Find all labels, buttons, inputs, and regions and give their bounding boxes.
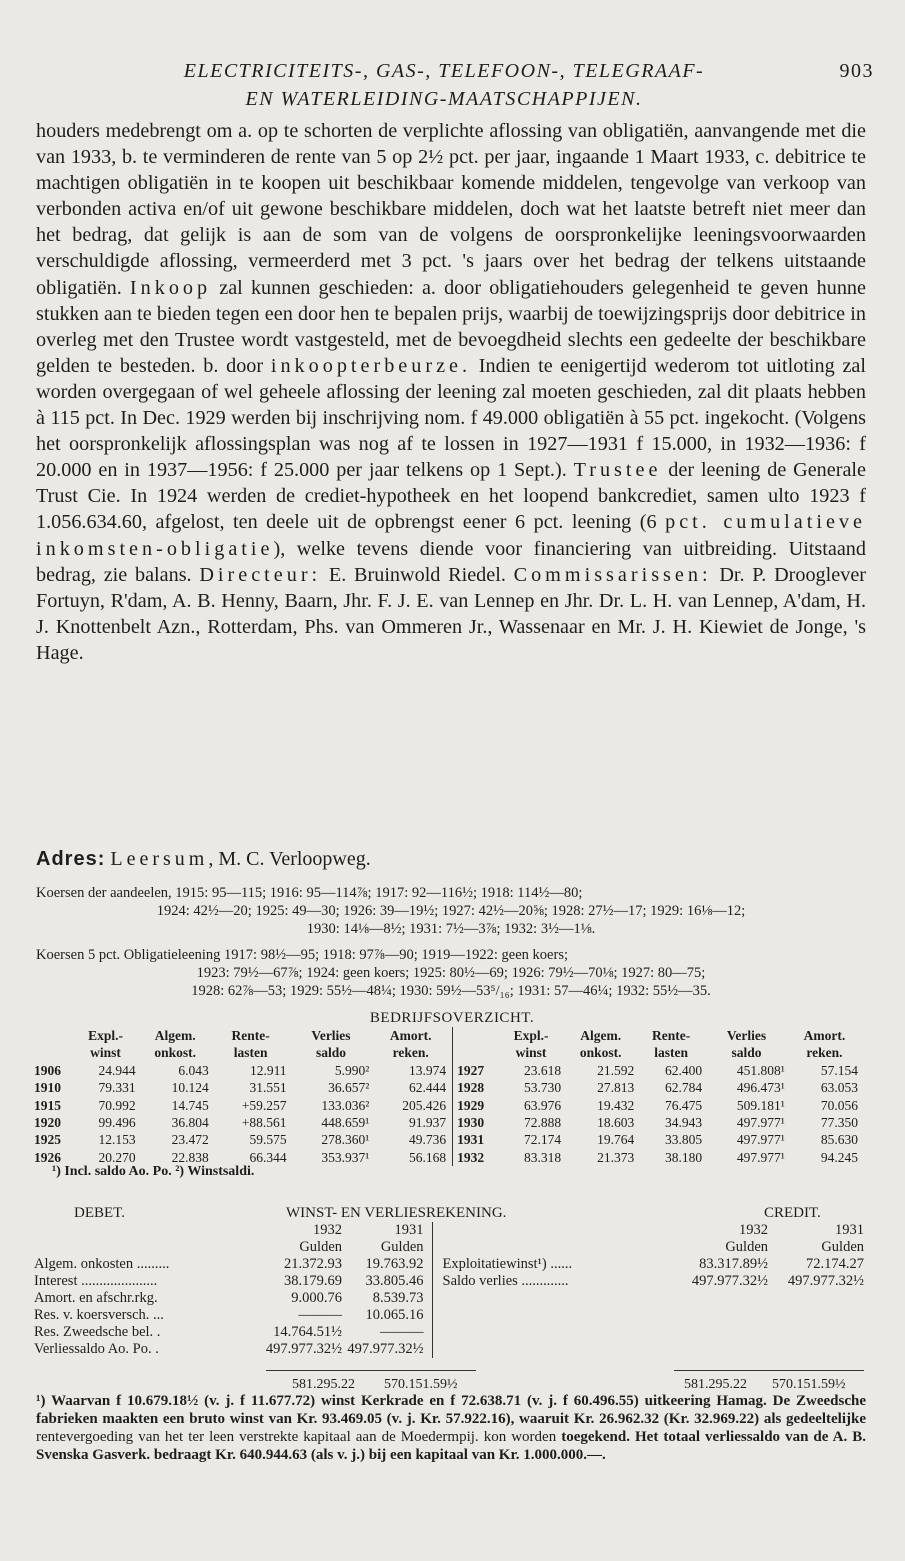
debit-total-rule	[266, 1370, 476, 1371]
blank-cell	[432, 1290, 672, 1307]
table-cell: Rente-	[231, 1028, 270, 1043]
credit-value-1931: 497.977.32½	[787, 1273, 864, 1289]
total-credit-1931: 570.151.59½	[772, 1377, 846, 1392]
table-cell: +88.561	[241, 1115, 287, 1131]
footnote-normal: rentevergoeding van het ter leen verstrekte kapitaal aan de Moedermpij. kon worden	[36, 1429, 562, 1445]
table-cell: 497.977¹	[736, 1149, 785, 1165]
debit-value-1931: 10.065.16	[342, 1307, 432, 1324]
blank-cell	[432, 1222, 672, 1239]
table-cell: 49.736	[409, 1132, 447, 1148]
credit-label: Exploitatiewinst¹) ......	[442, 1256, 573, 1272]
table-row	[34, 1079, 864, 1096]
debit-value-1932: 14.764.51½	[273, 1324, 342, 1340]
table-row	[34, 1307, 864, 1324]
table-cell: 23.472	[171, 1132, 209, 1148]
table-cell: 27.813	[597, 1080, 635, 1096]
credit-value-1932: 83.317.89½	[699, 1256, 768, 1272]
year-cell: 1931	[453, 1131, 501, 1148]
bedrijf-header-row	[34, 1027, 864, 1044]
table-row	[34, 1290, 864, 1307]
table-cell: 14.745	[171, 1097, 209, 1113]
body-paragraph	[36, 118, 866, 666]
unit-cell: Gulden	[299, 1239, 342, 1255]
table-cell: 22.838	[171, 1149, 209, 1165]
table-cell: 62.444	[409, 1080, 447, 1096]
credit-label: CREDIT.	[764, 1205, 821, 1221]
year-cell: 1931	[342, 1222, 432, 1239]
table-cell: 72.888	[524, 1115, 562, 1131]
blank-cell	[672, 1307, 768, 1324]
body-text-5: ), welke tevens diende voor financiering van uitbreiding. Uitstaand bedrag, zie balans.	[36, 537, 866, 586]
body-text-2: zal kunnen geschieden: a. door obligatiehouders gelegenheid te geven hunne stukken aan te bieden tegen een door hen te bepalen prijs, waarbij de toewijzingsprijs door debitrice in overleg met den Trustee wordt vastgesteld, met de bevoegdheid slechts een gedeelte der beschikbare gelden te besteden. b. door	[36, 276, 866, 377]
table-cell: 24.944	[98, 1062, 136, 1078]
year-cell: 1929	[453, 1097, 501, 1114]
table-cell: 62.400	[664, 1062, 703, 1078]
table-row	[34, 1131, 864, 1148]
koersen-aandeelen-line-1: Koersen der aandeelen, 1915: 95—115; 1916: 95—114⅞; 1917: 92—116½; 1918: 114½—80;	[36, 885, 583, 901]
footnote-bold-1: ¹) Waarvan f 10.679.18½ (v. j. f 11.677.72) winst Kerkrade en f 72.638.71 (v. j. f 60.496.55) uitkeering Hamag. De Zweedsche fabrieken maakten een bruto winst van Kr. 93.469.05 (v. j. Kr. 57.922.16), waaruit Kr. 26.962.32 (Kr. 32.969.22) als gedeeltelijke	[36, 1393, 866, 1427]
header-line-2: EN WATERLEIDING-MAATSCHAPPIJEN.	[245, 88, 643, 110]
table-cell: 91.937	[409, 1115, 447, 1131]
table-cell: 83.318	[524, 1149, 562, 1165]
debit-value-1931: ———	[342, 1324, 432, 1341]
blank-cell	[768, 1341, 864, 1358]
table-cell: Amort.	[803, 1028, 846, 1043]
table-row	[34, 1341, 864, 1358]
blank-cell	[34, 1239, 252, 1256]
cumulatieve-label: pct. cumulatieve inkomsten-obligatie	[36, 511, 866, 560]
table-cell: winst	[90, 1045, 121, 1061]
table-cell: Rente-	[652, 1028, 691, 1043]
table-cell: 497.977¹	[736, 1115, 785, 1131]
table-cell: 19.764	[597, 1132, 635, 1148]
table-cell: Amort.	[389, 1028, 432, 1043]
debit-label: Amort. en afschr.rkg.	[34, 1290, 158, 1306]
table-cell: 56.168	[409, 1149, 447, 1165]
table-cell: 20.270	[98, 1149, 136, 1165]
address-line	[36, 848, 371, 871]
page-number: 903	[839, 60, 874, 82]
year-cell: 1926	[34, 1149, 61, 1165]
table-cell: 36.804	[171, 1115, 209, 1131]
table-cell: Verlies	[726, 1028, 767, 1043]
koersen-aandeelen-line-3: 1930: 14⅛—8½; 1931: 7½—3⅞; 1932: 3½—1⅛.	[306, 921, 596, 937]
table-cell: 509.181¹	[736, 1097, 785, 1113]
debit-value-1932: ———	[298, 1307, 342, 1323]
total-debit-1932: 581.295.22	[292, 1377, 355, 1392]
table-cell: saldo	[731, 1045, 762, 1061]
credit-value-1931: 72.174.27	[806, 1256, 864, 1272]
winst-footnote	[36, 1392, 866, 1464]
year-cell: 1930	[453, 1114, 501, 1131]
blank-cell	[768, 1290, 864, 1307]
koersen-obligatie	[36, 946, 866, 1000]
table-cell: 62.784	[664, 1080, 703, 1096]
debit-value-1931: 497.977.32½	[342, 1341, 432, 1358]
winst-table	[34, 1222, 864, 1358]
blank-cell	[768, 1324, 864, 1341]
debit-value-1931: 33.805.46	[342, 1273, 432, 1290]
table-cell: 38.180	[664, 1149, 703, 1165]
table-cell: 451.808¹	[736, 1062, 785, 1078]
winst-units-row	[34, 1239, 864, 1256]
bedrijf-footnote: ¹) Incl. saldo Ao. Po. ²) Winstsaldi.	[52, 1164, 255, 1179]
table-cell: 72.174	[524, 1132, 562, 1148]
table-cell: 5.990²	[334, 1062, 370, 1078]
koersen-obligatie-line-2: 1923: 79½—67⅞; 1924: geen koers; 1925: 80½—69; 1926: 79½—70⅛; 1927: 80—75;	[196, 965, 706, 981]
blank-cell	[34, 1222, 252, 1239]
table-row	[34, 1097, 864, 1114]
table-cell: 205.426	[402, 1097, 447, 1113]
year-cell	[453, 1044, 501, 1061]
blank-cell	[672, 1324, 768, 1341]
debit-value-1931: 19.763.92	[342, 1256, 432, 1273]
table-cell: 33.805	[664, 1132, 703, 1148]
koersen-obligatie-line-1: Koersen 5 pct. Obligatieleening 1917: 98½—95; 1918: 97⅞—90; 1919—1922: geen koers;	[36, 947, 568, 963]
blank-cell	[432, 1324, 672, 1341]
table-cell: 353.937¹	[321, 1149, 370, 1165]
year-cell: 1932	[453, 1149, 501, 1166]
blank-cell	[768, 1307, 864, 1324]
inkoop-label: Inkoop	[129, 276, 212, 299]
blank-cell	[672, 1341, 768, 1358]
table-cell: 133.036²	[321, 1097, 370, 1113]
commissarissen-label: Commissarissen:	[513, 563, 712, 586]
header-line-1: ELECTRICITEITS-, GAS-, TELEFOON-, TELEGRAAF-	[183, 60, 705, 82]
address-place: Leersum	[110, 848, 209, 870]
table-row	[34, 1256, 864, 1273]
unit-cell: Gulden	[342, 1239, 432, 1256]
debit-value-1931: 8.539.73	[342, 1290, 432, 1307]
table-cell: 496.473¹	[736, 1080, 785, 1096]
debit-label: Interest .....................	[34, 1273, 158, 1289]
debit-value-1932: 21.372.93	[284, 1256, 342, 1272]
table-cell: Algem.	[154, 1028, 196, 1043]
table-cell: 10.124	[171, 1080, 209, 1096]
footnote-bold-2: toegekend. Het totaal verliessaldo van de A. B. Svenska Gasverk. bedraagt Kr. 640.944.63 (als v. j.) bij een kapitaal van Kr. 1.000.000.—.	[36, 1429, 866, 1463]
bedrijf-table	[34, 1027, 864, 1166]
table-cell: Algem.	[580, 1028, 622, 1043]
table-row	[34, 1062, 864, 1079]
table-cell: 13.974	[409, 1062, 447, 1078]
year-cell	[453, 1027, 501, 1044]
table-cell: lasten	[654, 1045, 689, 1061]
table-cell: 23.618	[524, 1062, 562, 1078]
debit-label: Verliessaldo Ao. Po. .	[34, 1341, 159, 1357]
table-cell: onkost.	[154, 1045, 196, 1061]
table-cell: 76.475	[664, 1097, 703, 1113]
table-cell: 70.056	[820, 1097, 858, 1113]
year-cell: 1906	[34, 1062, 61, 1078]
blank-cell	[432, 1239, 672, 1256]
trustee-label: Trustee	[573, 459, 662, 482]
table-cell: 21.592	[597, 1062, 635, 1078]
debit-value-1932: 38.179.69	[284, 1273, 342, 1289]
year-cell: 1915	[34, 1097, 61, 1113]
table-cell: 57.154	[820, 1062, 858, 1078]
table-cell: Expl.-	[513, 1028, 549, 1043]
bedrijf-title: BEDRIJFSOVERZICHT.	[369, 1010, 535, 1026]
blank-cell	[672, 1290, 768, 1307]
table-cell: 18.603	[597, 1115, 635, 1131]
year-cell	[34, 1044, 75, 1061]
table-cell: Verlies	[311, 1028, 351, 1043]
table-cell: 77.350	[820, 1115, 858, 1131]
address-label: Adres:	[36, 848, 106, 870]
year-cell: 1925	[34, 1132, 61, 1148]
body-text-6: E. Bruinwold Riedel.	[321, 563, 514, 586]
table-cell: 6.043	[178, 1062, 209, 1078]
table-cell: 31.551	[249, 1080, 287, 1096]
year-cell: 1927	[453, 1062, 501, 1079]
table-cell: 19.432	[597, 1097, 635, 1113]
body-text-4: der leening de Generale Trust Cie. In 1924 werden de crediet-hypotheek en het loopend bankcrediet, samen ulto 1923 f 1.056.634.60, afgelost, ten deele uit de opbrengst eener 6 pct. leening (6	[36, 459, 866, 534]
table-row	[34, 1273, 864, 1290]
total-credit-1932: 581.295.22	[684, 1377, 747, 1392]
table-cell: 79.331	[98, 1080, 136, 1096]
inkoop-ter-beurze: inkoopterbeurze.	[270, 354, 472, 377]
blank-cell	[432, 1307, 672, 1324]
year-cell: 1928	[453, 1079, 501, 1096]
table-cell: 63.976	[524, 1097, 562, 1113]
table-cell: 85.630	[820, 1132, 858, 1148]
body-text-3: Indien te eenigertijd wederom tot uitloting zal worden overgegaan of wel geheele aflossing der leening zal moeten geschieden, zal dit plaats hebben à 115 pct. In Dec. 1929 werden bij inschrijving nom. f 49.000 obligatiën à 55 pct. ingekocht. (Volgens het oorspronkelijk aflossingsplan was nog af te lossen in 1927—1931 f 15.000, in 1932—1936: f 20.000 en in 1937—1956: f 25.000 per jaar telkens op 1 Sept.).	[36, 354, 866, 482]
table-cell: +59.257	[241, 1097, 287, 1113]
table-cell: onkost.	[579, 1045, 622, 1061]
address-rest: , M. C. Verloopweg.	[208, 848, 371, 870]
table-cell: reken.	[806, 1045, 843, 1061]
credit-total-rule	[674, 1370, 864, 1371]
table-cell: 12.911	[249, 1062, 287, 1078]
debit-label: Res. v. koersversch. ...	[34, 1307, 164, 1323]
table-cell: lasten	[233, 1045, 268, 1061]
debet-label: DEBET.	[74, 1205, 125, 1221]
year-cell: 1932	[739, 1222, 768, 1238]
winst-title: WINST- EN VERLIESREKENING.	[286, 1205, 507, 1221]
year-cell: 1932	[313, 1222, 342, 1238]
page-header	[34, 0, 874, 118]
bedrijf-header-row	[34, 1044, 864, 1061]
table-cell: 448.659¹	[321, 1115, 370, 1131]
table-cell: 99.496	[98, 1115, 136, 1131]
table-cell: 53.730	[524, 1080, 562, 1096]
table-cell: Expl.-	[88, 1028, 123, 1043]
total-debit-1931: 570.151.59½	[384, 1377, 458, 1392]
table-cell: 94.245	[820, 1149, 858, 1165]
table-cell: 34.943	[664, 1115, 703, 1131]
blank-cell	[432, 1341, 672, 1358]
debit-label: Algem. onkosten .........	[34, 1256, 170, 1272]
table-row	[34, 1324, 864, 1341]
table-cell: 497.977¹	[736, 1132, 785, 1148]
year-cell	[34, 1027, 75, 1044]
body-text-7: Dr. P. Drooglever Fortuyn, R'dam, A. B. Henny, Baarn, Jhr. F. J. E. van Lennep en Jhr. Dr. L. H. van Lennep, A'dam, H. J. Knottenbelt Azn., Rotterdam, Phs. van Ommeren Jr., Wassenaar en Mr. J. H. Kiewiet de Jonge, 's Hage.	[36, 563, 866, 664]
table-cell: 59.575	[249, 1132, 287, 1148]
debit-value-1932: 9.000.76	[291, 1290, 342, 1306]
table-cell: 70.992	[98, 1097, 136, 1113]
table-cell: 278.360¹	[321, 1132, 370, 1148]
page	[34, 0, 874, 1463]
winst-years-row	[34, 1222, 864, 1239]
unit-cell: Gulden	[725, 1239, 768, 1255]
table-row	[34, 1114, 864, 1131]
table-cell: 66.344	[249, 1149, 287, 1165]
body-text-1: houders medebrengt om a. op te schorten de verplichte aflossing van obligatiën, aanvangende met die van 1933, b. te verminderen de rente van 5 op 2½ pct. per jaar, ingaande 1 Maart 1933, c. debitrice te machtigen obligatiën in te koopen uit beschikbaar komende middelen, tengevolge van verkoop van verbonden activa en/of uit gewone beschikbare middelen, doch wat het laatste betreft niet meer dan het bedrag, dat gelijk is aan de som van de volgens de oorspronkelijke leeningsvoorwaarden verschuldigde aflossing, vermeerderd met 3 pct. 's jaars over het bedrag der telkens uitstaande obligatiën.	[36, 120, 866, 299]
koersen-aandeelen	[36, 884, 866, 938]
year-cell: 1920	[34, 1115, 61, 1131]
table-cell: 36.657²	[328, 1080, 370, 1096]
year-cell: 1910	[34, 1080, 61, 1096]
table-cell: saldo	[315, 1045, 346, 1061]
table-cell: winst	[515, 1045, 547, 1061]
table-cell: 21.373	[597, 1149, 635, 1165]
unit-cell: Gulden	[821, 1239, 864, 1255]
koersen-obligatie-line-3: 1928: 62⅞—53; 1929: 55½—48¼; 1930: 59½—53⁵/₁₆; 1931: 57—46¼; 1932: 55½—35.	[191, 983, 711, 999]
year-cell: 1931	[835, 1222, 864, 1238]
debit-label: Res. Zweedsche bel. .	[34, 1324, 161, 1340]
debit-value-1932: 497.977.32½	[265, 1341, 342, 1357]
table-cell: 63.053	[820, 1080, 858, 1096]
credit-label: Saldo verlies .............	[442, 1273, 569, 1289]
credit-value-1932: 497.977.32½	[691, 1273, 768, 1289]
table-cell: 12.153	[98, 1132, 136, 1148]
directeur-label: Directeur:	[199, 563, 322, 586]
koersen-aandeelen-line-2: 1924: 42½—20; 1925: 49—30; 1926: 39—19½; 1927: 42½—20⅝; 1928: 27½—17; 1929: 16⅛—12;	[156, 903, 746, 919]
table-cell: reken.	[392, 1045, 429, 1061]
